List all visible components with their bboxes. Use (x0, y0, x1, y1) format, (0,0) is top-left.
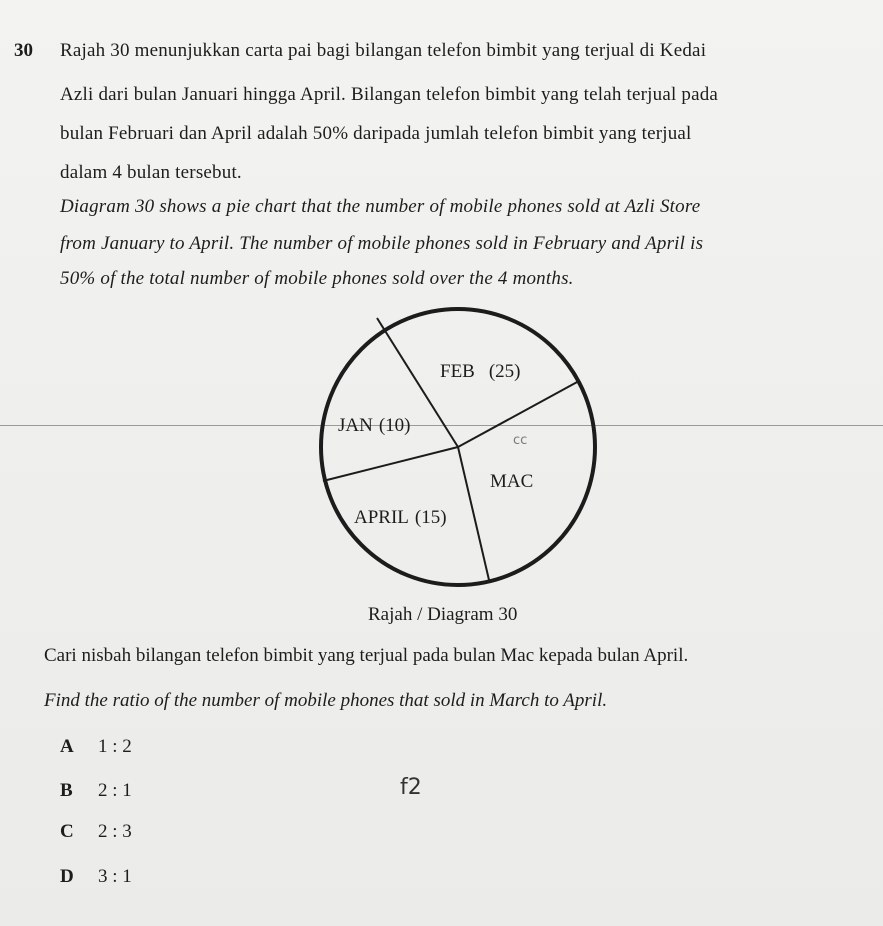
question-english: Find the ratio of the number of mobile phones that sold in March to April. (44, 690, 608, 711)
malay-line-4: dalam 4 bulan tersebut. (60, 162, 242, 183)
option-a[interactable] (60, 736, 132, 758)
option-text: 2 : 1 (98, 780, 132, 801)
slice-label-april: APRIL (15) (354, 507, 447, 528)
option-letter: D (60, 866, 74, 887)
malay-line-2: Azli dari bulan Januari hingga April. Bilangan telefon bimbit yang telah terjual pada (60, 84, 719, 105)
malay-line-1: Rajah 30 menunjukkan carta pai bagi bilangan telefon bimbit yang terjual di Kedai (60, 40, 707, 61)
pencil-mark: cc (513, 433, 528, 448)
slice-divider-mac-april (458, 447, 489, 580)
english-line-2: from January to April. The number of mobile phones sold in February and April is (60, 233, 704, 254)
option-text: 2 : 3 (98, 821, 132, 842)
malay-line-3: bulan Februari dan April adalah 50% daripada jumlah telefon bimbit yang terjual (60, 123, 692, 144)
option-letter: C (60, 821, 74, 842)
option-b[interactable] (60, 780, 132, 802)
option-d[interactable] (60, 866, 132, 888)
diagram-caption: Rajah / Diagram 30 (368, 604, 518, 625)
slice-divider-april-jan (323, 447, 458, 481)
option-text: 1 : 2 (98, 736, 132, 757)
english-line-3: 50% of the total number of mobile phones sold over the 4 months. (60, 268, 574, 289)
option-letter: A (60, 736, 74, 757)
question-malay: Cari nisbah bilangan telefon bimbit yang terjual pada bulan Mac kepada bulan April. (44, 645, 689, 666)
handwritten-scribble: f2 (400, 775, 422, 800)
english-line-1: Diagram 30 shows a pie chart that the number of mobile phones sold at Azli Store (60, 196, 701, 217)
slice-label-jan: JAN (10) (338, 415, 411, 436)
option-letter: B (60, 780, 73, 801)
question-number: 30 (14, 40, 33, 61)
slice-label-mac: MAC (490, 471, 534, 492)
slice-label-feb: FEB (25) (440, 361, 521, 382)
option-c[interactable] (60, 821, 132, 843)
option-text: 3 : 1 (98, 866, 132, 887)
